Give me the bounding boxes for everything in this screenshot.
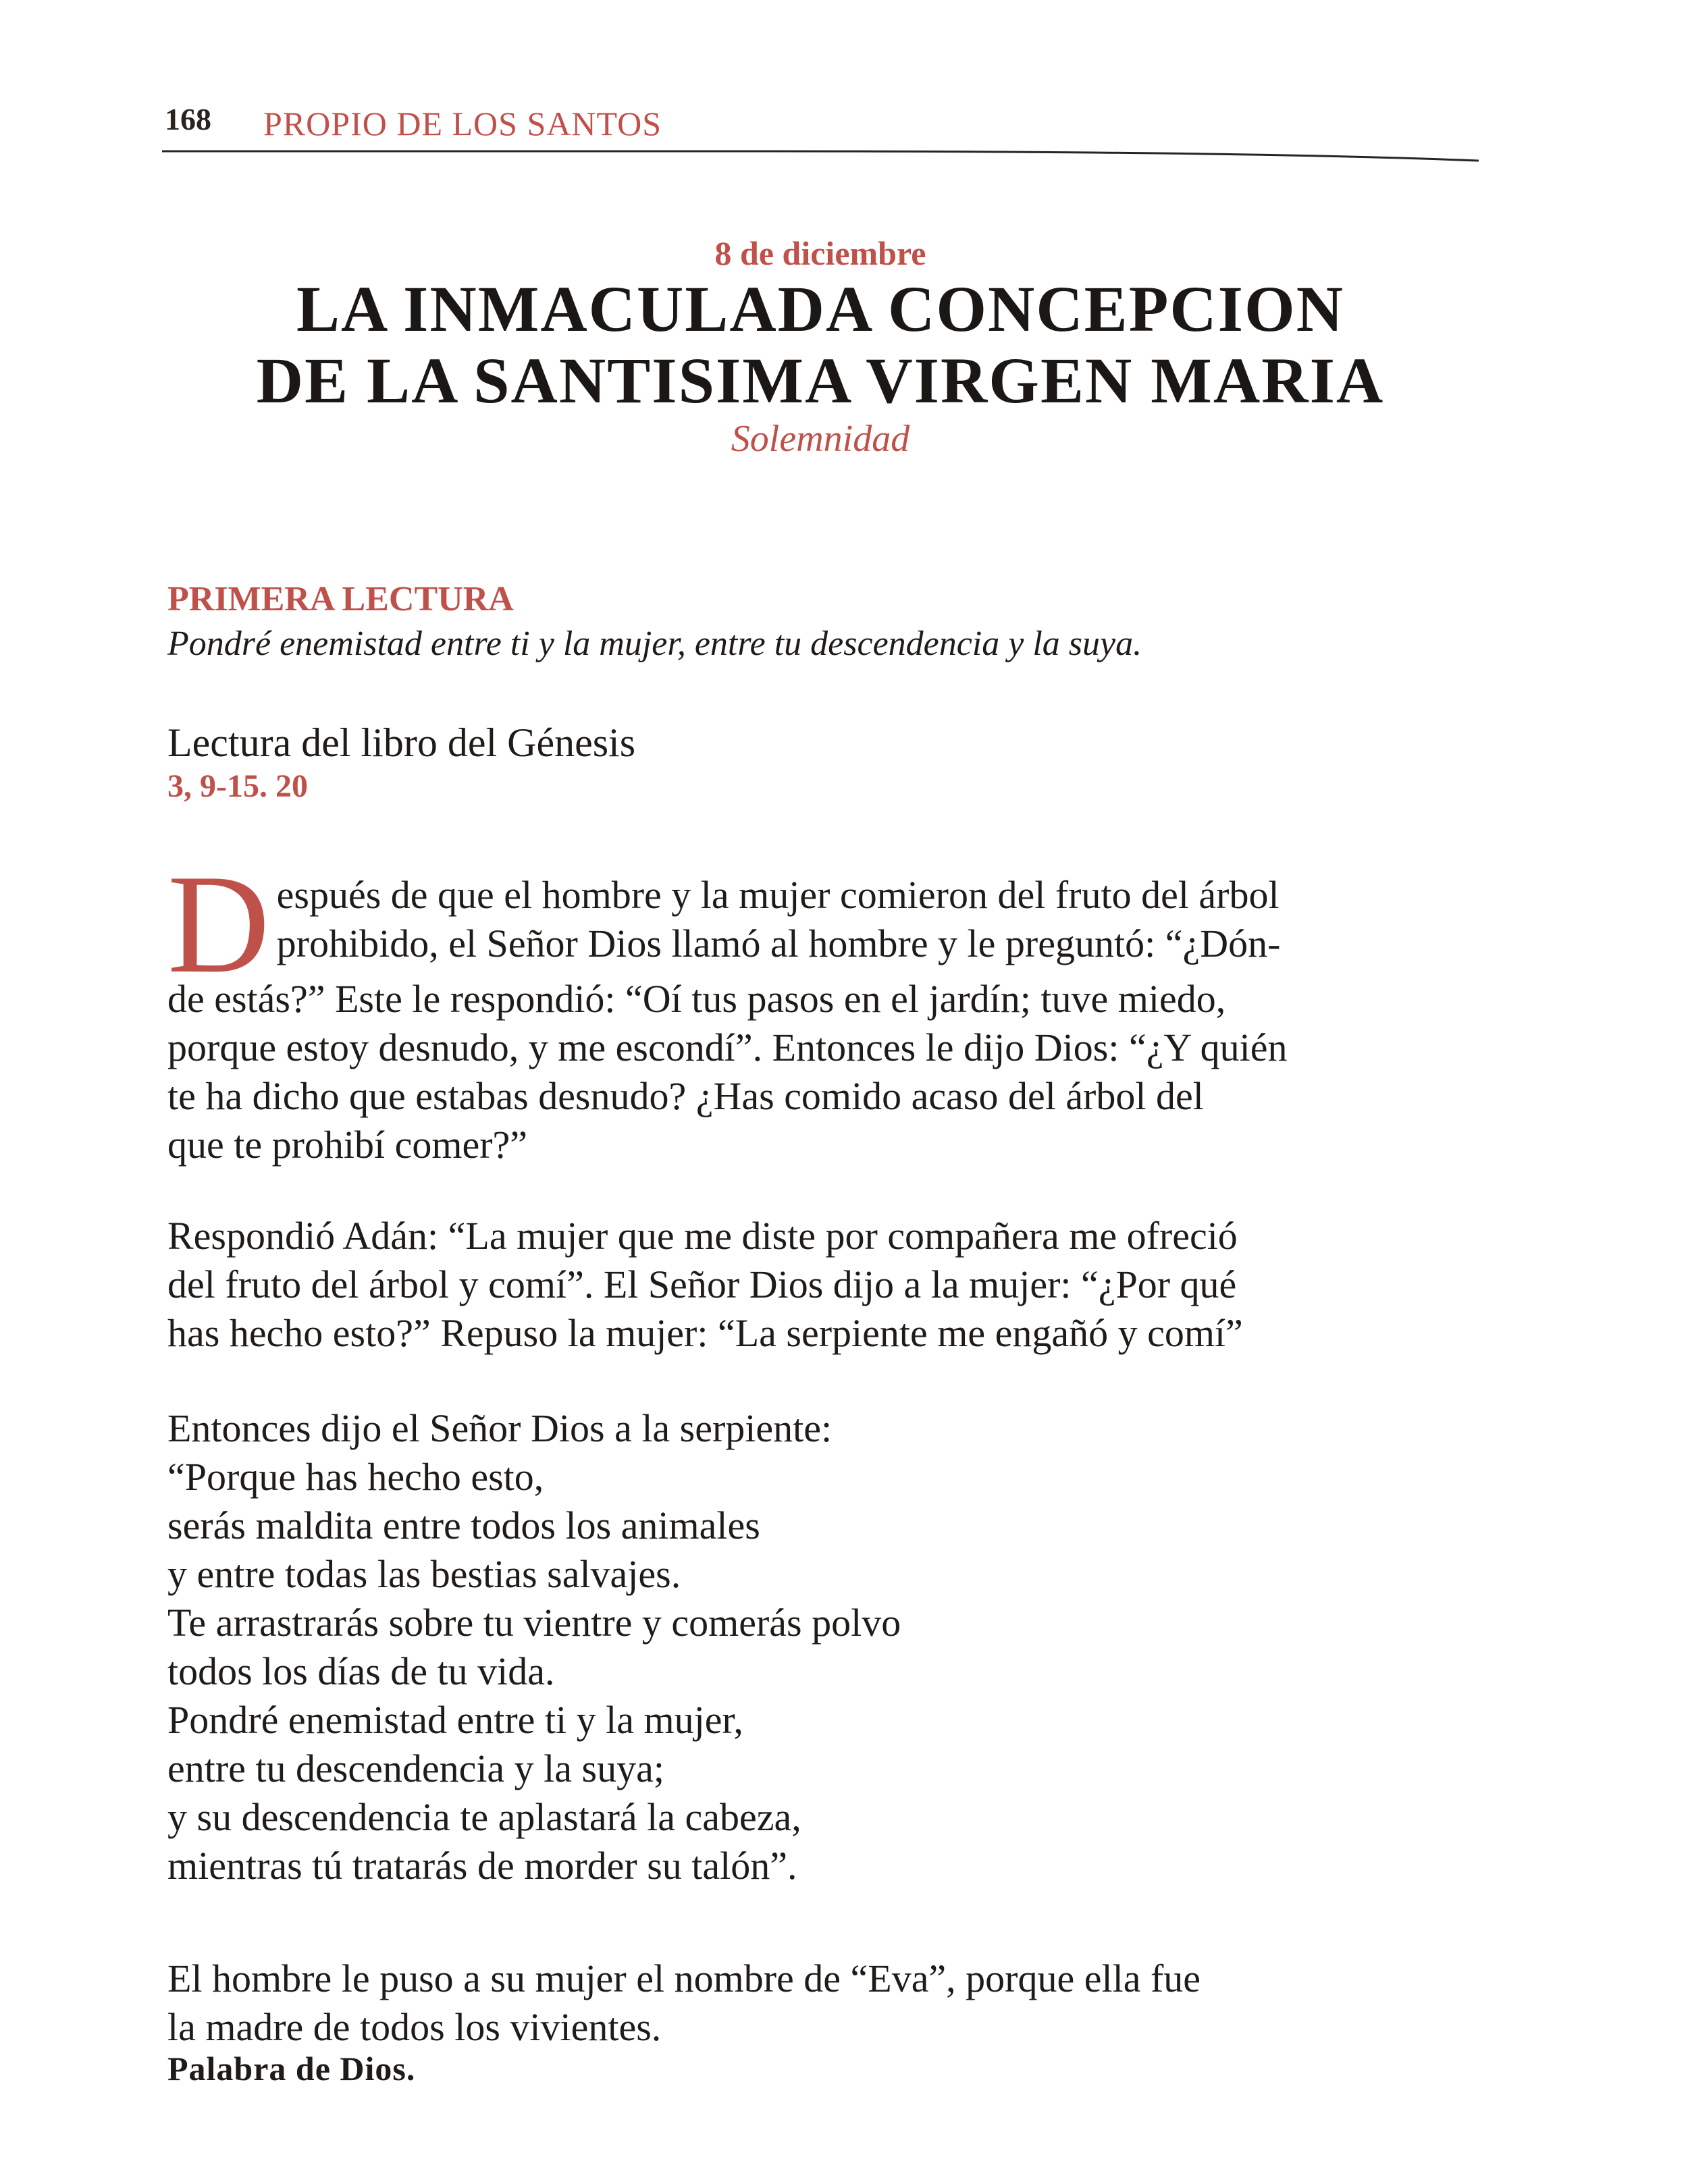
text-line: del fruto del árbol y comí”. El Señor Dios dijo a la mujer: “¿Por qué bbox=[167, 1262, 1237, 1306]
section-name: PROPIO DE LOS SANTOS bbox=[263, 105, 662, 142]
feast-rank: Solemnidad bbox=[731, 418, 910, 460]
text-line: te ha dicho que estabas desnudo? ¿Has comido acaso del árbol del bbox=[167, 1074, 1204, 1118]
text-line: Respondió Adán: “La mujer que me diste por compañera me ofreció bbox=[167, 1214, 1238, 1258]
reading-label: PRIMERA LECTURA bbox=[167, 580, 514, 618]
text-line: la madre de todos los vivientes. bbox=[167, 2005, 662, 2049]
source-title: Lectura del libro del Génesis bbox=[167, 720, 636, 765]
text-line: porque estoy desnudo, y me escondí”. Entonces le dijo Dios: “¿Y quién bbox=[167, 1026, 1288, 1069]
text-line: de estás?” Este le respondió: “Oí tus pasos en el jardín; tuve miedo, bbox=[167, 977, 1226, 1021]
verse-line: Entonces dijo el Señor Dios a la serpiente: bbox=[167, 1406, 833, 1450]
paragraph-1 bbox=[167, 846, 1484, 1169]
text-line: espués de que el hombre y la mujer comieron del fruto del árbol bbox=[276, 873, 1280, 917]
text-line: prohibido, el Señor Dios llamó al hombre y le preguntó: “¿Dón- bbox=[276, 922, 1281, 965]
verse-line: mientras tú tratarás de morder su talón”. bbox=[167, 1844, 797, 1888]
reading-heading bbox=[167, 577, 1484, 666]
source-reference: 3, 9-15. 20 bbox=[167, 768, 308, 804]
page-number: 168 bbox=[165, 102, 211, 136]
paragraph-2 bbox=[167, 1212, 1484, 1358]
verse-line: todos los días de tu vida. bbox=[167, 1649, 555, 1693]
verse-line: entre tu descendencia y la suya; bbox=[167, 1747, 664, 1790]
paragraph-4 bbox=[167, 1954, 1484, 2052]
header-rule bbox=[162, 144, 1479, 165]
feast-title-line-2: DE LA SANTISIMA VIRGEN MARIA bbox=[256, 344, 1385, 417]
verse-line: y su descendencia te aplastará la cabeza, bbox=[167, 1795, 801, 1839]
text-line: que te prohibí comer?” bbox=[167, 1123, 528, 1167]
feast-date: 8 de diciembre bbox=[714, 234, 926, 272]
verse-line: Pondré enemistad entre ti y la mujer, bbox=[167, 1698, 743, 1742]
reading-source bbox=[167, 719, 635, 807]
feast-title-line-1: LA INMACULADA CONCEPCION bbox=[296, 273, 1345, 345]
verse-line: “Porque has hecho esto, bbox=[167, 1455, 544, 1499]
drop-cap: D bbox=[167, 846, 270, 1003]
text-line: El hombre le puso a su mujer el nombre de “Eva”, porque ella fue bbox=[167, 1956, 1201, 2000]
verse-line: y entre todas las bestias salvajes. bbox=[167, 1552, 681, 1596]
closing-acclamation: Palabra de Dios. bbox=[167, 2050, 416, 2087]
feast-title-block bbox=[162, 233, 1479, 461]
reading-summary: Pondré enemistad entre ti y la mujer, entre tu descendencia y la suya. bbox=[167, 624, 1142, 663]
text-line: has hecho esto?” Repuso la mujer: “La serpiente me engañó y comí” bbox=[167, 1311, 1243, 1355]
verse-line: serás maldita entre todos los animales bbox=[167, 1503, 760, 1547]
paragraph-3-verse bbox=[167, 1404, 1484, 1890]
verse-line: Te arrastrarás sobre tu vientre y comerás polvo bbox=[167, 1601, 901, 1645]
running-header bbox=[162, 101, 1479, 162]
